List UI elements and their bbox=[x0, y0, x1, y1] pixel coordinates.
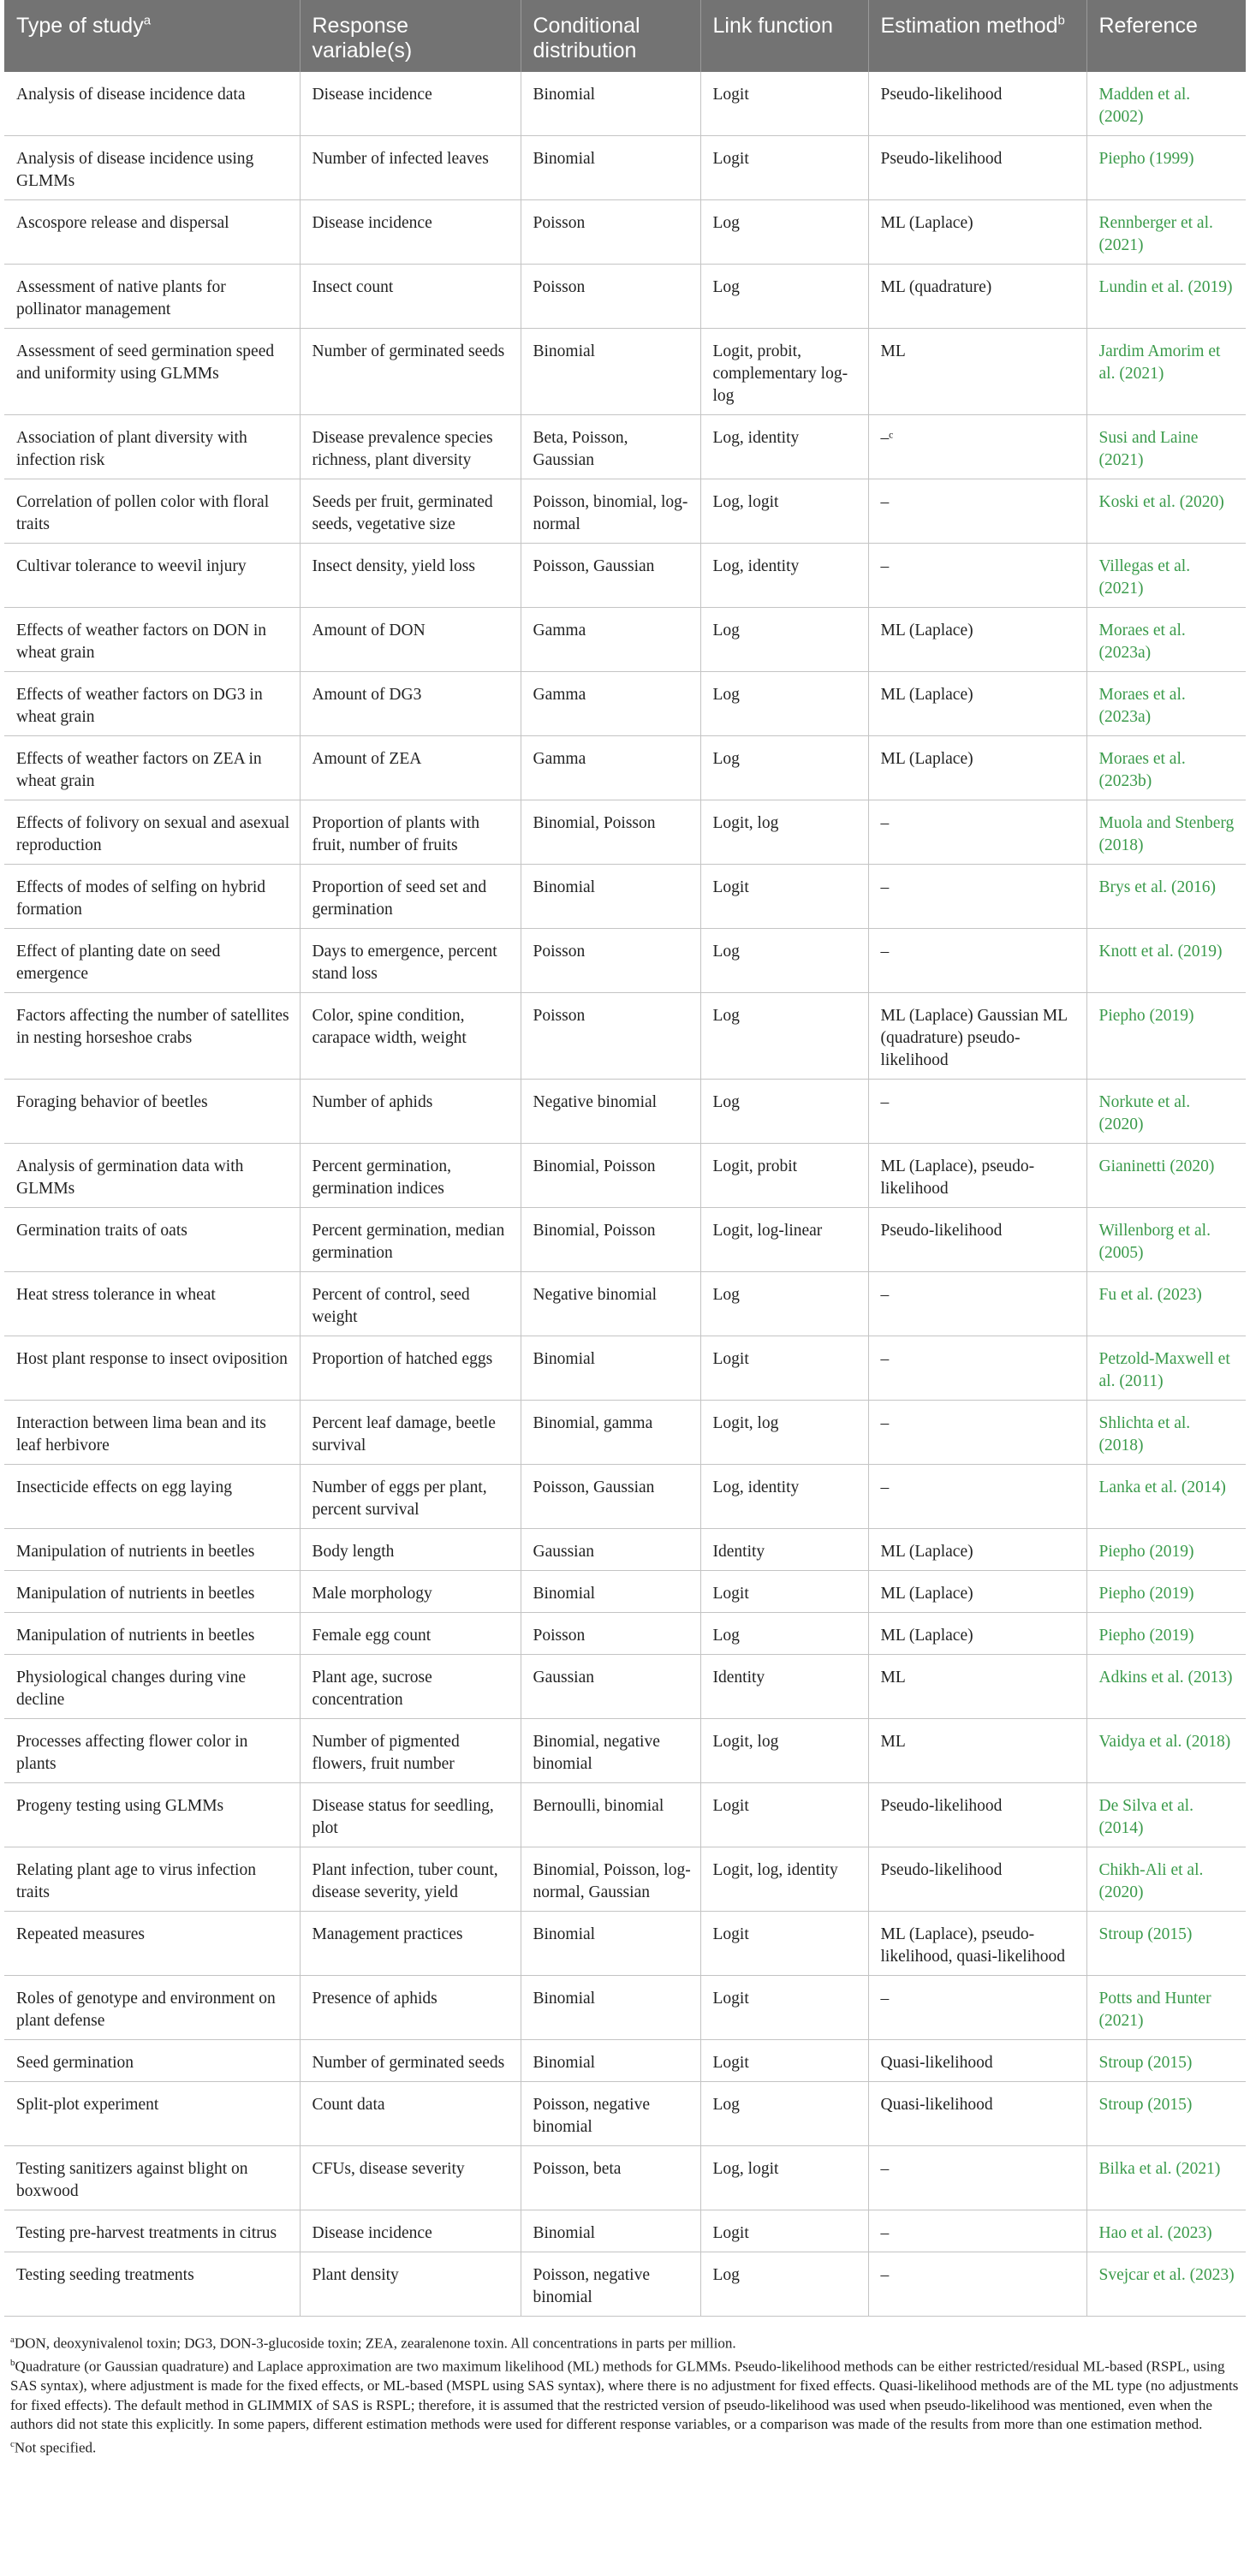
study-type-cell: Manipulation of nutrients in beetles bbox=[4, 1571, 300, 1613]
estimation-method-cell: – bbox=[868, 2146, 1086, 2210]
response-variable-cell: Proportion of seed set and germination bbox=[300, 865, 521, 929]
estimation-method-cell: – bbox=[868, 2210, 1086, 2252]
study-type-cell: Assessment of native plants for pollinator management bbox=[4, 265, 300, 329]
link-function-cell: Log bbox=[700, 608, 868, 672]
table-row bbox=[4, 1401, 1246, 1465]
estimation-method-cell: ML (Laplace) bbox=[868, 1571, 1086, 1613]
footnote bbox=[10, 2353, 1243, 2435]
estimation-method-cell: ML (Laplace) bbox=[868, 200, 1086, 265]
estimation-method-cell: ML bbox=[868, 1655, 1086, 1719]
link-function-cell: Log, identity bbox=[700, 415, 868, 479]
distribution-cell: Poisson, Gaussian bbox=[521, 1465, 700, 1529]
link-function-cell: Logit, probit bbox=[700, 1144, 868, 1208]
distribution-cell: Binomial bbox=[521, 329, 700, 415]
estimation-method-cell: – bbox=[868, 1080, 1086, 1144]
link-function-cell: Logit, probit, complementary log-log bbox=[700, 329, 868, 415]
response-variable-cell: Number of eggs per plant, percent survival bbox=[300, 1465, 521, 1529]
distribution-cell: Gaussian bbox=[521, 1655, 700, 1719]
reference-link[interactable]: Adkins et al. (2013) bbox=[1086, 1655, 1246, 1719]
study-type-cell: Effects of weather factors on DON in wheat grain bbox=[4, 608, 300, 672]
response-variable-cell: Disease incidence bbox=[300, 72, 521, 136]
study-type-cell: Manipulation of nutrients in beetles bbox=[4, 1613, 300, 1655]
link-function-cell: Identity bbox=[700, 1655, 868, 1719]
distribution-cell: Negative binomial bbox=[521, 1080, 700, 1144]
table-row bbox=[4, 544, 1246, 608]
reference-link[interactable]: Svejcar et al. (2023) bbox=[1086, 2252, 1246, 2317]
table-row bbox=[4, 1976, 1246, 2040]
reference-link[interactable]: Potts and Hunter (2021) bbox=[1086, 1976, 1246, 2040]
reference-link[interactable]: Stroup (2015) bbox=[1086, 1912, 1246, 1976]
study-type-cell: Ascospore release and dispersal bbox=[4, 200, 300, 265]
table-row bbox=[4, 265, 1246, 329]
estimation-method-cell: ML (Laplace) bbox=[868, 608, 1086, 672]
reference-link[interactable]: Piepho (2019) bbox=[1086, 1529, 1246, 1571]
reference-link[interactable]: Piepho (1999) bbox=[1086, 136, 1246, 200]
reference-link[interactable]: Muola and Stenberg (2018) bbox=[1086, 800, 1246, 865]
link-function-cell: Logit, log, identity bbox=[700, 1847, 868, 1912]
response-variable-cell: Plant age, sucrose concentration bbox=[300, 1655, 521, 1719]
estimation-method-cell: Pseudo-likelihood bbox=[868, 1783, 1086, 1847]
reference-link[interactable]: Koski et al. (2020) bbox=[1086, 479, 1246, 544]
study-type-cell: Effects of weather factors on DG3 in wheat grain bbox=[4, 672, 300, 736]
link-function-cell: Logit bbox=[700, 2040, 868, 2082]
study-type-cell: Testing pre-harvest treatments in citrus bbox=[4, 2210, 300, 2252]
distribution-cell: Binomial bbox=[521, 865, 700, 929]
study-type-cell: Roles of genotype and environment on plant defense bbox=[4, 1976, 300, 2040]
estimation-method-cell: ML (Laplace) bbox=[868, 1613, 1086, 1655]
reference-link[interactable]: Lanka et al. (2014) bbox=[1086, 1465, 1246, 1529]
estimation-method-cell: ML (Laplace), pseudo-likelihood bbox=[868, 1144, 1086, 1208]
link-function-cell: Logit, log bbox=[700, 1719, 868, 1783]
estimation-method-cell: Pseudo-likelihood bbox=[868, 1208, 1086, 1272]
distribution-cell: Binomial bbox=[521, 1912, 700, 1976]
table-row bbox=[4, 1613, 1246, 1655]
reference-link[interactable]: Jardim Amorim et al. (2021) bbox=[1086, 329, 1246, 415]
estimation-method-cell: – bbox=[868, 1976, 1086, 2040]
reference-link[interactable]: Hao et al. (2023) bbox=[1086, 2210, 1246, 2252]
link-function-cell: Logit bbox=[700, 136, 868, 200]
glmm-studies-table bbox=[4, 0, 1246, 2317]
distribution-cell: Poisson bbox=[521, 929, 700, 993]
response-variable-cell: Percent germination, germination indices bbox=[300, 1144, 521, 1208]
reference-link[interactable]: Norkute et al. (2020) bbox=[1086, 1080, 1246, 1144]
estimation-method-cell: Quasi-likelihood bbox=[868, 2082, 1086, 2146]
link-function-cell: Logit, log bbox=[700, 800, 868, 865]
distribution-cell: Binomial bbox=[521, 136, 700, 200]
distribution-cell: Binomial, gamma bbox=[521, 1401, 700, 1465]
distribution-cell: Binomial bbox=[521, 1976, 700, 2040]
response-variable-cell: Plant density bbox=[300, 2252, 521, 2317]
reference-link[interactable]: Vaidya et al. (2018) bbox=[1086, 1719, 1246, 1783]
study-type-cell: Interaction between lima bean and its leaf herbivore bbox=[4, 1401, 300, 1465]
table-row bbox=[4, 1336, 1246, 1401]
distribution-cell: Poisson bbox=[521, 993, 700, 1080]
table-row bbox=[4, 1783, 1246, 1847]
estimation-method-cell: ML (Laplace) Gaussian ML (quadrature) pseudo-likelihood bbox=[868, 993, 1086, 1080]
link-function-cell: Log bbox=[700, 1272, 868, 1336]
table-header-row bbox=[4, 0, 1246, 72]
footnote-mark: b bbox=[10, 2358, 15, 2369]
response-variable-cell: Body length bbox=[300, 1529, 521, 1571]
table-row bbox=[4, 1080, 1246, 1144]
study-type-cell: Split-plot experiment bbox=[4, 2082, 300, 2146]
reference-link[interactable]: Stroup (2015) bbox=[1086, 2040, 1246, 2082]
estimation-method-cell: –ᶜ bbox=[868, 415, 1086, 479]
estimation-method-cell: Pseudo-likelihood bbox=[868, 1847, 1086, 1912]
response-variable-cell: Disease incidence bbox=[300, 2210, 521, 2252]
study-type-cell: Factors affecting the number of satellites in nesting horseshoe crabs bbox=[4, 993, 300, 1080]
table-row bbox=[4, 1529, 1246, 1571]
link-function-cell: Logit bbox=[700, 1912, 868, 1976]
distribution-cell: Bernoulli, binomial bbox=[521, 1783, 700, 1847]
table-row bbox=[4, 2252, 1246, 2317]
link-function-cell: Log bbox=[700, 1613, 868, 1655]
study-type-cell: Processes affecting flower color in plants bbox=[4, 1719, 300, 1783]
distribution-cell: Gamma bbox=[521, 736, 700, 800]
response-variable-cell: CFUs, disease severity bbox=[300, 2146, 521, 2210]
column-header-conditional-distribution: Conditional distribution bbox=[521, 0, 700, 72]
link-function-cell: Logit bbox=[700, 1976, 868, 2040]
reference-link[interactable]: Gianinetti (2020) bbox=[1086, 1144, 1246, 1208]
link-function-cell: Log, identity bbox=[700, 544, 868, 608]
distribution-cell: Poisson bbox=[521, 1613, 700, 1655]
study-type-cell: Analysis of germination data with GLMMs bbox=[4, 1144, 300, 1208]
estimation-method-cell: ML (Laplace) bbox=[868, 672, 1086, 736]
link-function-cell: Log bbox=[700, 736, 868, 800]
reference-link[interactable]: Brys et al. (2016) bbox=[1086, 865, 1246, 929]
link-function-cell: Log bbox=[700, 200, 868, 265]
response-variable-cell: Disease status for seedling, plot bbox=[300, 1783, 521, 1847]
column-header-reference: Reference bbox=[1086, 0, 1246, 72]
study-type-cell: Relating plant age to virus infection traits bbox=[4, 1847, 300, 1912]
table-footnotes bbox=[10, 2330, 1243, 2458]
column-header-estimation-method: Estimation method$^b$ bbox=[868, 0, 1086, 72]
distribution-cell: Poisson, binomial, log-normal bbox=[521, 479, 700, 544]
table-row bbox=[4, 1912, 1246, 1976]
distribution-cell: Binomial bbox=[521, 72, 700, 136]
estimation-method-cell: – bbox=[868, 2252, 1086, 2317]
reference-link[interactable]: Moraes et al. (2023a) bbox=[1086, 672, 1246, 736]
table-row bbox=[4, 993, 1246, 1080]
response-variable-cell: Amount of DG3 bbox=[300, 672, 521, 736]
response-variable-cell: Seeds per fruit, germinated seeds, vegetative size bbox=[300, 479, 521, 544]
link-function-cell: Log bbox=[700, 265, 868, 329]
table-row bbox=[4, 1571, 1246, 1613]
estimation-method-cell: ML (Laplace) bbox=[868, 1529, 1086, 1571]
estimation-method-cell: Quasi-likelihood bbox=[868, 2040, 1086, 2082]
link-function-cell: Log, identity bbox=[700, 1465, 868, 1529]
link-function-cell: Logit bbox=[700, 72, 868, 136]
table-row bbox=[4, 1465, 1246, 1529]
link-function-cell: Logit, log-linear bbox=[700, 1208, 868, 1272]
response-variable-cell: Proportion of plants with fruit, number of fruits bbox=[300, 800, 521, 865]
study-type-cell: Foraging behavior of beetles bbox=[4, 1080, 300, 1144]
study-type-cell: Testing seeding treatments bbox=[4, 2252, 300, 2317]
response-variable-cell: Number of germinated seeds bbox=[300, 2040, 521, 2082]
response-variable-cell: Insect count bbox=[300, 265, 521, 329]
study-type-cell: Progeny testing using GLMMs bbox=[4, 1783, 300, 1847]
footnote-mark: a bbox=[10, 2335, 15, 2345]
response-variable-cell: Color, spine condition, carapace width, weight bbox=[300, 993, 521, 1080]
table-row bbox=[4, 736, 1246, 800]
table-row bbox=[4, 1144, 1246, 1208]
reference-link[interactable]: Willenborg et al. (2005) bbox=[1086, 1208, 1246, 1272]
study-type-cell: Assessment of seed germination speed and uniformity using GLMMs bbox=[4, 329, 300, 415]
table-row bbox=[4, 2082, 1246, 2146]
estimation-method-cell: – bbox=[868, 1401, 1086, 1465]
study-type-cell: Correlation of pollen color with floral traits bbox=[4, 479, 300, 544]
table-row bbox=[4, 2040, 1246, 2082]
reference-link[interactable]: De Silva et al. (2014) bbox=[1086, 1783, 1246, 1847]
table-row bbox=[4, 136, 1246, 200]
reference-link[interactable]: Shlichta et al. (2018) bbox=[1086, 1401, 1246, 1465]
table-row bbox=[4, 329, 1246, 415]
estimation-method-cell: ML bbox=[868, 1719, 1086, 1783]
link-function-cell: Log, logit bbox=[700, 2146, 868, 2210]
footnote bbox=[10, 2330, 1243, 2353]
response-variable-cell: Proportion of hatched eggs bbox=[300, 1336, 521, 1401]
column-header-response-variables: Response variable(s) bbox=[300, 0, 521, 72]
estimation-method-cell: – bbox=[868, 929, 1086, 993]
estimation-method-cell: – bbox=[868, 544, 1086, 608]
response-variable-cell: Percent of control, seed weight bbox=[300, 1272, 521, 1336]
response-variable-cell: Number of aphids bbox=[300, 1080, 521, 1144]
link-function-cell: Log bbox=[700, 2252, 868, 2317]
table-row bbox=[4, 200, 1246, 265]
link-function-cell: Logit bbox=[700, 1336, 868, 1401]
reference-link[interactable]: Lundin et al. (2019) bbox=[1086, 265, 1246, 329]
distribution-cell: Binomial bbox=[521, 1571, 700, 1613]
response-variable-cell: Count data bbox=[300, 2082, 521, 2146]
estimation-method-cell: – bbox=[868, 1465, 1086, 1529]
response-variable-cell: Number of pigmented flowers, fruit number bbox=[300, 1719, 521, 1783]
distribution-cell: Gaussian bbox=[521, 1529, 700, 1571]
study-type-cell: Physiological changes during vine decline bbox=[4, 1655, 300, 1719]
distribution-cell: Poisson, negative binomial bbox=[521, 2252, 700, 2317]
table-row bbox=[4, 1719, 1246, 1783]
reference-link[interactable]: Villegas et al. (2021) bbox=[1086, 544, 1246, 608]
study-type-cell: Cultivar tolerance to weevil injury bbox=[4, 544, 300, 608]
estimation-method-cell: – bbox=[868, 865, 1086, 929]
link-function-cell: Logit bbox=[700, 1783, 868, 1847]
link-function-cell: Log, logit bbox=[700, 479, 868, 544]
table-row bbox=[4, 865, 1246, 929]
response-variable-cell: Number of infected leaves bbox=[300, 136, 521, 200]
estimation-method-cell: – bbox=[868, 1272, 1086, 1336]
study-type-cell: Analysis of disease incidence using GLMMs bbox=[4, 136, 300, 200]
column-header-study-type: Type of study$^a$ bbox=[4, 0, 300, 72]
response-variable-cell: Disease prevalence species richness, plant diversity bbox=[300, 415, 521, 479]
link-function-cell: Identity bbox=[700, 1529, 868, 1571]
study-type-cell: Effect of planting date on seed emergence bbox=[4, 929, 300, 993]
response-variable-cell: Amount of ZEA bbox=[300, 736, 521, 800]
table-row bbox=[4, 2210, 1246, 2252]
reference-link[interactable]: Fu et al. (2023) bbox=[1086, 1272, 1246, 1336]
distribution-cell: Gamma bbox=[521, 672, 700, 736]
footnote bbox=[10, 2435, 1243, 2458]
study-type-cell: Analysis of disease incidence data bbox=[4, 72, 300, 136]
link-function-cell: Log bbox=[700, 672, 868, 736]
estimation-method-cell: ML (Laplace), pseudo-likelihood, quasi-likelihood bbox=[868, 1912, 1086, 1976]
estimation-method-cell: ML bbox=[868, 329, 1086, 415]
reference-link[interactable]: Bilka et al. (2021) bbox=[1086, 2146, 1246, 2210]
reference-link[interactable]: Piepho (2019) bbox=[1086, 993, 1246, 1080]
estimation-method-cell: – bbox=[868, 800, 1086, 865]
distribution-cell: Binomial, Poisson bbox=[521, 1144, 700, 1208]
reference-link[interactable]: Knott et al. (2019) bbox=[1086, 929, 1246, 993]
distribution-cell: Beta, Poisson, Gaussian bbox=[521, 415, 700, 479]
column-header-link-function: Link function bbox=[700, 0, 868, 72]
reference-link[interactable]: Madden et al. (2002) bbox=[1086, 72, 1246, 136]
link-function-cell: Log bbox=[700, 929, 868, 993]
distribution-cell: Poisson bbox=[521, 200, 700, 265]
response-variable-cell: Female egg count bbox=[300, 1613, 521, 1655]
link-function-cell: Log bbox=[700, 1080, 868, 1144]
table-row bbox=[4, 672, 1246, 736]
response-variable-cell: Male morphology bbox=[300, 1571, 521, 1613]
footnote-text: DON, deoxynivalenol toxin; DG3, DON-3-glucoside toxin; ZEA, zearalenone toxin. All concentrations in parts per million. bbox=[14, 2335, 736, 2352]
table-row bbox=[4, 929, 1246, 993]
estimation-method-cell: Pseudo-likelihood bbox=[868, 136, 1086, 200]
reference-link[interactable]: Rennberger et al. (2021) bbox=[1086, 200, 1246, 265]
distribution-cell: Binomial, negative binomial bbox=[521, 1719, 700, 1783]
table-row bbox=[4, 800, 1246, 865]
study-type-cell: Host plant response to insect oviposition bbox=[4, 1336, 300, 1401]
distribution-cell: Poisson, negative binomial bbox=[521, 2082, 700, 2146]
table-row bbox=[4, 479, 1246, 544]
response-variable-cell: Presence of aphids bbox=[300, 1976, 521, 2040]
link-function-cell: Logit bbox=[700, 865, 868, 929]
table-row bbox=[4, 1208, 1246, 1272]
response-variable-cell: Management practices bbox=[300, 1912, 521, 1976]
distribution-cell: Poisson bbox=[521, 265, 700, 329]
response-variable-cell: Plant infection, tuber count, disease severity, yield bbox=[300, 1847, 521, 1912]
estimation-method-cell: Pseudo-likelihood bbox=[868, 72, 1086, 136]
table-row bbox=[4, 2146, 1246, 2210]
estimation-method-cell: ML (Laplace) bbox=[868, 736, 1086, 800]
link-function-cell: Logit bbox=[700, 2210, 868, 2252]
distribution-cell: Poisson, beta bbox=[521, 2146, 700, 2210]
reference-link[interactable]: Moraes et al. (2023b) bbox=[1086, 736, 1246, 800]
study-type-cell: Testing sanitizers against blight on boxwood bbox=[4, 2146, 300, 2210]
reference-link[interactable]: Moraes et al. (2023a) bbox=[1086, 608, 1246, 672]
reference-link[interactable]: Stroup (2015) bbox=[1086, 2082, 1246, 2146]
footnote-text: Quadrature (or Gaussian quadrature) and Laplace approximation are two maximum likelihood (ML) methods for GLMMs. Pseudo-likelihood methods can be either restricted/residual ML-based (RSPL, using SAS syntax), where adjustment is made for the fixed effects, or ML-based (MSPL using SAS syntax), where there is no adjustment for fixed effects. Quasi-likelihood methods are of the ML type (no adjustments for fixed effects). The default method in GLIMMIX of SAS is RSPL; therefore, it is assumed that the restricted version of pseudo-likelihood was used when pseudo-likelihood was mentioned, even when the authors did not state this explicitly. In some papers, different estimation methods were used for different response variables, or a comparison was made of the results from more than one estimation method. bbox=[10, 2358, 1239, 2433]
table-row bbox=[4, 72, 1246, 136]
link-function-cell: Log bbox=[700, 2082, 868, 2146]
study-type-cell: Seed germination bbox=[4, 2040, 300, 2082]
distribution-cell: Negative binomial bbox=[521, 1272, 700, 1336]
response-variable-cell: Days to emergence, percent stand loss bbox=[300, 929, 521, 993]
distribution-cell: Binomial, Poisson, log-normal, Gaussian bbox=[521, 1847, 700, 1912]
response-variable-cell: Number of germinated seeds bbox=[300, 329, 521, 415]
table-row bbox=[4, 1847, 1246, 1912]
table-row bbox=[4, 608, 1246, 672]
response-variable-cell: Percent leaf damage, beetle survival bbox=[300, 1401, 521, 1465]
study-type-cell: Germination traits of oats bbox=[4, 1208, 300, 1272]
distribution-cell: Binomial bbox=[521, 2210, 700, 2252]
link-function-cell: Logit, log bbox=[700, 1401, 868, 1465]
reference-link[interactable]: Chikh-Ali et al. (2020) bbox=[1086, 1847, 1246, 1912]
reference-link[interactable]: Susi and Laine (2021) bbox=[1086, 415, 1246, 479]
table-body bbox=[4, 72, 1246, 2317]
estimation-method-cell: – bbox=[868, 1336, 1086, 1401]
reference-link[interactable]: Piepho (2019) bbox=[1086, 1613, 1246, 1655]
footnote-mark: c bbox=[10, 2438, 15, 2449]
response-variable-cell: Disease incidence bbox=[300, 200, 521, 265]
study-type-cell: Effects of weather factors on ZEA in wheat grain bbox=[4, 736, 300, 800]
study-type-cell: Effects of modes of selfing on hybrid formation bbox=[4, 865, 300, 929]
response-variable-cell: Percent germination, median germination bbox=[300, 1208, 521, 1272]
distribution-cell: Binomial bbox=[521, 2040, 700, 2082]
estimation-method-cell: ML (quadrature) bbox=[868, 265, 1086, 329]
study-type-cell: Insecticide effects on egg laying bbox=[4, 1465, 300, 1529]
response-variable-cell: Amount of DON bbox=[300, 608, 521, 672]
table-row bbox=[4, 415, 1246, 479]
link-function-cell: Logit bbox=[700, 1571, 868, 1613]
response-variable-cell: Insect density, yield loss bbox=[300, 544, 521, 608]
distribution-cell: Binomial bbox=[521, 1336, 700, 1401]
study-type-cell: Association of plant diversity with infection risk bbox=[4, 415, 300, 479]
link-function-cell: Log bbox=[700, 993, 868, 1080]
study-type-cell: Repeated measures bbox=[4, 1912, 300, 1976]
reference-link[interactable]: Piepho (2019) bbox=[1086, 1571, 1246, 1613]
distribution-cell: Binomial, Poisson bbox=[521, 800, 700, 865]
table-row bbox=[4, 1272, 1246, 1336]
reference-link[interactable]: Petzold-Maxwell et al. (2011) bbox=[1086, 1336, 1246, 1401]
study-type-cell: Manipulation of nutrients in beetles bbox=[4, 1529, 300, 1571]
study-type-cell: Effects of folivory on sexual and asexual reproduction bbox=[4, 800, 300, 865]
estimation-method-cell: – bbox=[868, 479, 1086, 544]
footnote-text: Not specified. bbox=[14, 2439, 97, 2456]
table-row bbox=[4, 1655, 1246, 1719]
study-type-cell: Heat stress tolerance in wheat bbox=[4, 1272, 300, 1336]
distribution-cell: Binomial, Poisson bbox=[521, 1208, 700, 1272]
distribution-cell: Poisson, Gaussian bbox=[521, 544, 700, 608]
distribution-cell: Gamma bbox=[521, 608, 700, 672]
